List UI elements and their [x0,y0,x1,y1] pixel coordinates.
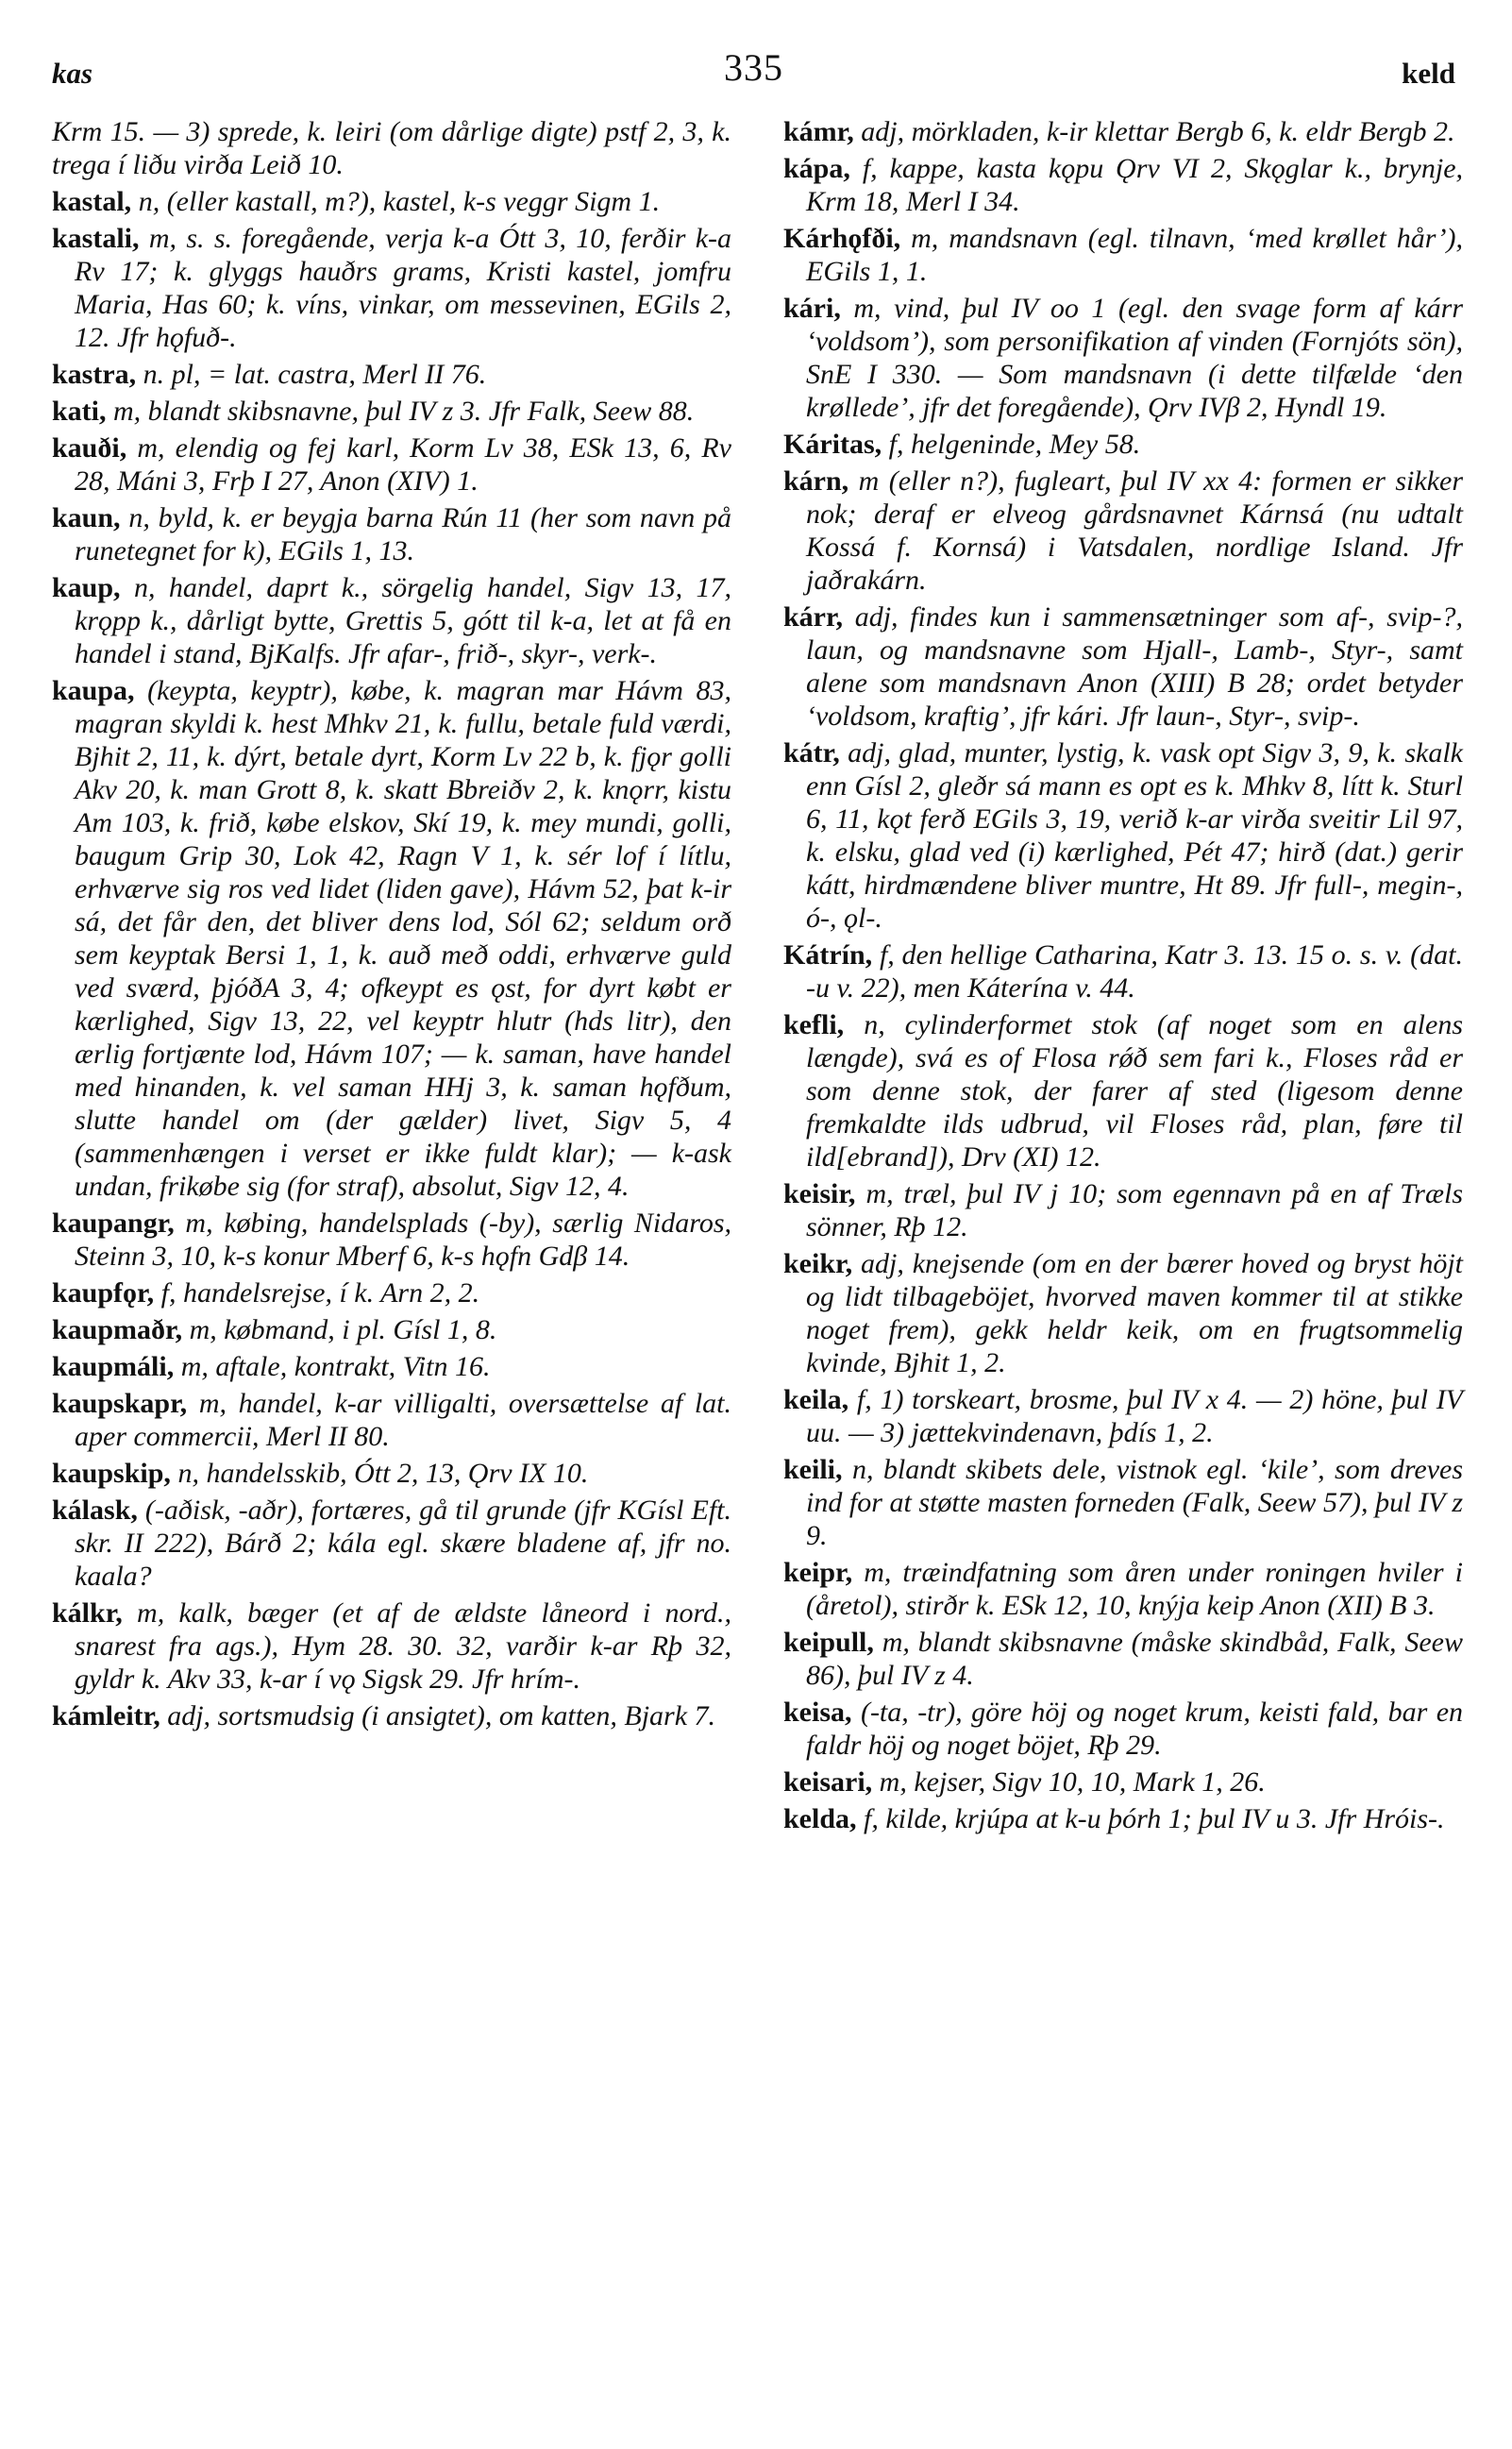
entry-headword: keili, [783,1454,843,1485]
dictionary-entry [783,222,1463,288]
entry-definition: m, købing, handelsplads (-by), særlig Nidaros, Steinn 3, 10, k-s konur Mberf 6, k-s hǫfn Gdβ 14. [75,1208,732,1272]
entry-definition: m (eller n?), fugleart, þul IV xx 4: formen er sikker nok; deraf er elveog gårdsnavnet Kárnsá (nu udtalt Kossá f. Kornsá) i Vatsdalen, nordlige Island. Jfr jaðrakárn. [806,465,1464,596]
dictionary-entry [783,600,1463,733]
dictionary-entry [783,292,1463,424]
entry-headword: kálkr, [52,1597,123,1629]
entry-headword: keipr, [783,1557,853,1588]
dictionary-entry [783,1247,1463,1379]
dictionary-entry [783,1765,1463,1799]
entry-headword: keipull, [783,1627,874,1658]
entry-definition: n, cylinderformet stok (af noget som en alens længde), svá es of Flosa rǿð sem fari k., Floses råd er som denne stok, der farer af sted (ligesom denne fremkaldte ilds udbrud, vil Floses råd, plan, føre til ild[ebrand]), Drv (XI) 12. [806,1009,1464,1173]
dictionary-entry [52,1699,731,1732]
dictionary-entry [783,1008,1463,1174]
entry-definition: n, handelsskib, Ótt 2, 13, Ǫrv IX 10. [177,1458,589,1489]
entry-definition: m, blandt skibsnavne (måske skindbåd, Falk, Seew 86), þul IV z 4. [806,1627,1463,1691]
entry-definition: m, aftale, kontrakt, Vitn 16. [180,1351,491,1382]
entry-headword: keisari, [783,1766,873,1798]
dictionary-entry [52,1457,731,1490]
entry-headword: kastra, [52,359,137,390]
entry-definition: m, købmand, i pl. Gísl 1, 8. [189,1314,497,1345]
entry-definition: m, handel, k-ar villigalti, oversættelse af lat. aper commercii, Merl II 80. [75,1388,732,1452]
entry-headword: kárn, [783,465,849,497]
entry-definition: m, s. s. foregående, verja k-a Ótt 3, 10, ferðir k-a Rv 17; k. glyggs hauðrs grams, Kristi kastel, jomfru Maria, Has 60; k. víns, vinkar, om messevinen, EGils 2, 12. Jfr hǫfuð-. [75,223,732,353]
dictionary-entry [783,152,1463,218]
entry-headword: kelda, [783,1803,857,1834]
entry-headword: kálask, [52,1495,138,1526]
dictionary-entry [783,428,1463,461]
entry-definition: Krm 15. — 3) sprede, k. leiri (om dårlige digte) pstf 2, 3, k. trega í liðu virða Leið 10. [52,116,731,180]
entry-definition: n, blandt skibets dele, vistnok egl. ‘kile’, som dreves ind for at støtte masten forneden (Falk, Seew 57), þul IV z 9. [806,1454,1464,1551]
dictionary-entry [783,938,1463,1005]
dictionary-entry [783,115,1463,148]
dictionary-entry [52,115,731,181]
dictionary-entry [52,358,731,391]
entry-definition: f, kappe, kasta kǫpu Ǫrv VI 2, Skǫglar k., brynje, Krm 18, Merl I 34. [806,153,1464,217]
entry-headword: kátr, [783,737,840,768]
dictionary-entry [783,1556,1463,1622]
entry-definition: f, kilde, krjúpa at k-u þórh 1; þul IV u 3. Jfr Hróis-. [864,1803,1445,1834]
dictionary-entry [783,1177,1463,1243]
entry-definition: adj, mörkladen, k-ir klettar Bergb 6, k. eldr Bergb 2. [861,116,1455,147]
dictionary-entry [783,1802,1463,1835]
entry-headword: Kárhǫfði, [783,223,901,254]
entry-definition: f, handelsrejse, í k. Arn 2, 2. [160,1277,480,1309]
page-header [52,45,1455,91]
entry-headword: kaupfǫr, [52,1277,155,1309]
header-left-guideword: kas [52,57,93,90]
entry-headword: kápa, [783,153,850,184]
entry-definition: adj, sortsmudsig (i ansigtet), om katten, Bjark 7. [167,1700,716,1731]
entry-definition: f, 1) torskeart, brosme, þul IV x 4. — 2) höne, þul IV uu. — 3) jættekvindenavn, þdís 1, 2. [806,1384,1464,1448]
entry-headword: kárr, [783,601,844,633]
dictionary-entry [783,736,1463,935]
entry-headword: keisir, [783,1178,856,1209]
entry-headword: kaupmáli, [52,1351,175,1382]
entry-headword: kámr, [783,116,854,147]
dictionary-entry [52,431,731,498]
header-right-guideword: keld [1402,57,1455,90]
entry-headword: kaupangr, [52,1208,175,1239]
entry-definition: (-ta, -tr), göre höj og noget krum, keisti fald, bar en faldr höj og noget böjet, Rþ 29. [806,1697,1464,1761]
dictionary-entry [52,1207,731,1273]
page-number: 335 [724,46,783,89]
left-column [52,115,731,1736]
entry-headword: kastal, [52,186,132,217]
entry-headword: kaupskapr, [52,1388,188,1419]
dictionary-entry [783,1453,1463,1552]
entry-definition: adj, glad, munter, lystig, k. vask opt Sigv 3, 9, k. skalk enn Gísl 2, gleðr sá mann es opt es k. Mhkv 8, lítt k. Sturl 6, 11, kǫt ferð EGils 3, 19, verið k-ar virða sveitir Lil 97, k. elsku, glad ved (i) kærlighed, Pét 47; hirð (dat.) gerir kátt, hirdmændene bliver muntre, Ht 89. Jfr full-, megin-, ó-, ǫl-. [806,737,1463,934]
entry-definition: m, elendig og fej karl, Korm Lv 38, ESk 13, 6, Rv 28, Máni 3, Frþ I 27, Anon (XIV) 1. [75,432,731,497]
entry-headword: keila, [783,1384,849,1415]
dictionary-entry [783,1626,1463,1692]
entry-headword: kaun, [52,502,121,533]
dictionary-entry [783,1383,1463,1449]
dictionary-entry [52,1276,731,1309]
entry-headword: kaupskip, [52,1458,171,1489]
dictionary-entry [52,571,731,670]
dictionary-entry [52,1350,731,1383]
dictionary-entry [783,464,1463,597]
entry-headword: keikr, [783,1248,853,1279]
entry-definition: adj, knejsende (om en der bærer hoved og bryst höjt og lidt tilbageböjet, hvorved maven kommer til at stikke noget frem), gekk heldr keik, om en frugtsommelig kvinde, Bjhit 1, 2. [806,1248,1464,1378]
entry-headword: kati, [52,396,107,427]
entry-definition: m, træindfatning som åren under roningen hviler i (åretol), stirðr k. ESk 12, 10, knýja keip Anon (XII) B 3. [806,1557,1464,1621]
entry-headword: kaup, [52,572,121,603]
entry-headword: kaupmaðr, [52,1314,183,1345]
dictionary-entry [52,1494,731,1593]
entry-headword: kaupa, [52,675,135,706]
entry-definition: n, byld, k. er beygja barna Rún 11 (her som navn på runetegnet for k), EGils 1, 13. [75,502,732,566]
entry-definition: n, (eller kastall, m?), kastel, k-s veggr Sigm 1. [138,186,661,217]
dictionary-entry [52,1387,731,1453]
entry-definition: f, helgeninde, Mey 58. [888,429,1141,460]
entry-definition: f, den hellige Catharina, Katr 3. 13. 15 o. s. v. (dat. -u v. 22), men Káterína v. 44. [806,939,1464,1004]
entry-headword: kastali, [52,223,140,254]
entry-headword: kámleitr, [52,1700,160,1731]
right-column [783,115,1463,1839]
dictionary-entry [52,395,731,428]
entry-definition: n, handel, daprt k., sörgelig handel, Sigv 13, 17, krǫpp k., dårligt bytte, Grettis 5, gótt til k-a, let at få en handel i stand, BjKalfs. Jfr afar-, frið-, skyr-, verk-. [75,572,732,669]
entry-definition: m, kalk, bæger (et af de ældste låneord i nord., snarest fra ags.), Hym 28. 30. 32, varðir k-ar Rþ 32, gyldr k. Akv 33, k-ar í vǫ Sigsk 29. Jfr hrím-. [75,1597,732,1695]
dictionary-entry [52,222,731,354]
entry-headword: Káritas, [783,429,882,460]
entry-definition: m, træl, þul IV j 10; som egennavn på en af Træls sönner, Rþ 12. [806,1178,1463,1242]
entry-definition: m, vind, þul IV oo 1 (egl. den svage form af kárr ‘voldsom’), som personifikation af vinden (Fornjóts sön), SnE I 330. — Som mandsnavn (i dette tilfælde ‘den krøllede’, jfr det foregående), Ǫrv IVβ 2, Hyndl 19. [806,293,1463,423]
entry-definition: m, kejser, Sigv 10, 10, Mark 1, 26. [879,1766,1266,1798]
entry-headword: kári, [783,293,841,324]
dictionary-entry [52,674,731,1203]
entry-definition: (keypta, keyptr), købe, k. magran mar Hávm 83, magran skyldi k. hest Mhkv 21, k. fullu, betale fuld værdi, Bjhit 2, 11, k. dýrt, betale dyrt, Korm Lv 22 b, k. fjǫr golli Akv 20, k. man Grott 8, k. skatt Bbreiðv 2, k. knǫrr, kistu Am 103, k. frið, købe elskov, Skí 19, k. mey mundi, golli, baugum Grip 30, Lok 42, Ragn V 1, k. sér lof í lítlu, erhværve sig ros ved lidet (liden gave), Hávm 52, þat k-ir sá, det får den, det bliver dens lod, Sól 62; seldum orð sem keyptak Bersi 1, 1, k. auð með oddi, erhværve guld ved sværd, þjóðA 3, 4; ofkeypt es ǫst, for dyrt købt er kærlighed, Sigv 13, 22, vel keyptr hlutr (hds litr), den ærlig fortjænte lod, Hávm 107; — k. saman, have handel med hinanden, k. vel saman HHj 3, k. saman hǫfðum, slutte handel om (der gælder) livet, Sigv 5, 4 (sammenhængen i verset er ikke fuldt klar); — k-ask undan, frikøbe sig (for straf), absolut, Sigv 12, 4. [75,675,731,1202]
dictionary-entry [783,1696,1463,1762]
entry-headword: kefli, [783,1009,845,1040]
entry-definition: (-aðisk, -aðr), fortæres, gå til grunde (jfr KGísl Eft. skr. II 222), Bárð 2; kála egl. skære bladene af, jfr no. kaala? [75,1495,732,1592]
dictionary-entry [52,1596,731,1696]
entry-definition: n. pl, = lat. castra, Merl II 76. [143,359,487,390]
dictionary-entry [52,185,731,218]
entry-headword: keisa, [783,1697,852,1728]
entry-headword: kauði, [52,432,127,464]
entry-definition: adj, findes kun i sammensætninger som af-, svip-?, laun, og mandsnavne som Hjall-, Lamb-, Styr-, samt alene som mandsnavn Anon (XIII) B 28; ordet betyder ‘voldsom, kraftig’, jfr kári. Jfr laun-, Styr-, svip-. [806,601,1464,732]
entry-definition: m, blandt skibsnavne, þul IV z 3. Jfr Falk, Seew 88. [113,396,695,427]
entry-headword: Kátrín, [783,939,873,971]
entry-definition: m, mandsnavn (egl. tilnavn, ‘med krøllet hår’), EGils 1, 1. [806,223,1463,287]
dictionary-entry [52,501,731,567]
dictionary-entry [52,1313,731,1346]
